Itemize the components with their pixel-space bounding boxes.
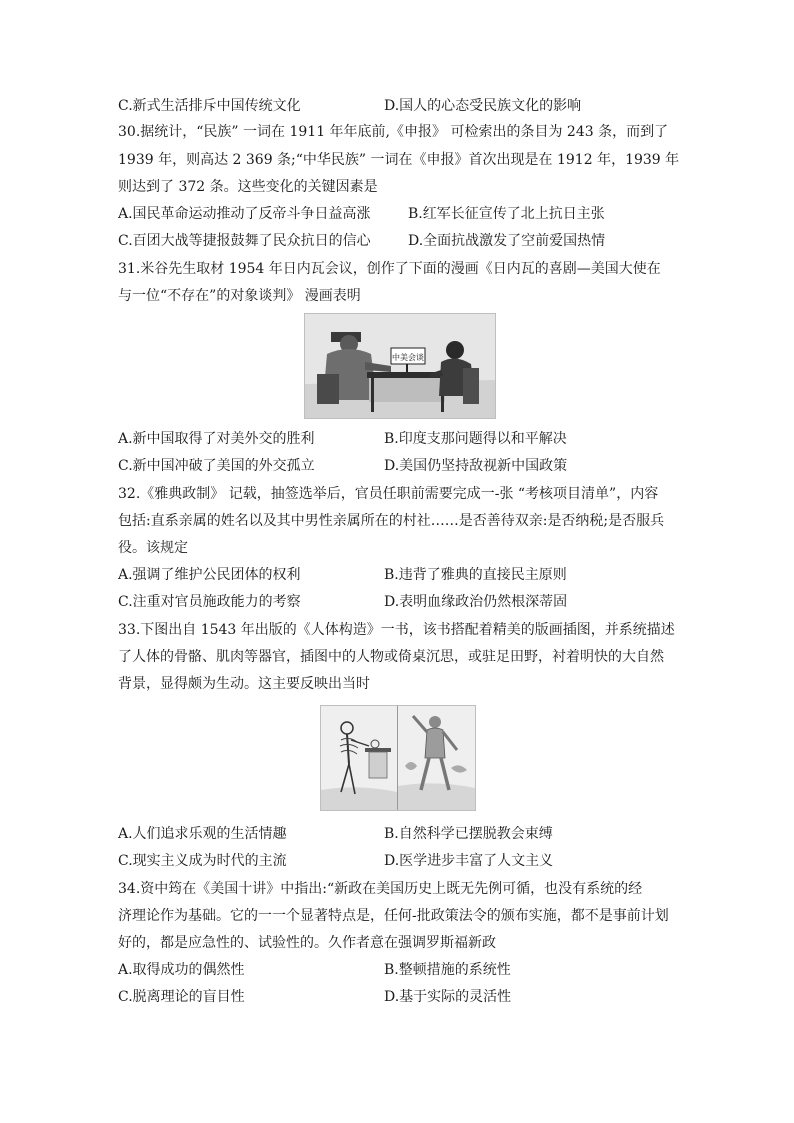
q30-option-a: A.国民革命运动推动了反帝斗争日益高涨 bbox=[118, 206, 371, 222]
q30-stem-line-1: 30.据统计，“民族” 一词在 1911 年年底前,《申报》 可检索出的条目为 243 条，而到了 bbox=[118, 124, 669, 140]
q33-option-c: C.现实主义成为时代的主流 bbox=[118, 853, 287, 869]
q32-stem-line-3: 役。该规定 bbox=[118, 540, 188, 556]
q32-option-b: B.违背了雅典的直接民主原则 bbox=[384, 567, 567, 583]
q34-option-a: A.取得成功的偶然性 bbox=[118, 962, 245, 978]
q34-option-c: C.脱离理论的盲目性 bbox=[118, 989, 245, 1005]
q31-option-b: B.印度支那问题得以和平解决 bbox=[384, 431, 567, 447]
q30-stem-line-2: 1939 年，则高达 2 369 条;“中华民族” 一词在《申报》首次出现是在 1912 年，1939 年 bbox=[118, 152, 680, 168]
q33-stem-line-3: 背景，显得颇为生动。这主要反映出当时 bbox=[118, 676, 370, 692]
q33-option-d: D.医学进步丰富了人文主义 bbox=[384, 853, 554, 869]
q31-option-d: D.美国仍坚持敌视新中国政策 bbox=[384, 458, 568, 474]
q34-stem-line-3: 好的，都是应急性的、试验性的。久作者意在强调罗斯福新政 bbox=[118, 935, 496, 951]
q29-option-d: D.国人的心态受民族文化的影响 bbox=[384, 98, 582, 114]
q32-stem-line-2: 包括:直系亲属的姓名以及其中男性亲属所在的村社……是否善待双亲:是否纳税;是否服兵 bbox=[118, 513, 665, 529]
q31-option-c: C.新中国冲破了美国的外交孤立 bbox=[118, 458, 315, 474]
q31-stem-line-2: 与一位“不存在”的对象谈判》 漫画表明 bbox=[118, 288, 361, 304]
q30-option-b: B.红军长征宣传了北上抗日主张 bbox=[408, 206, 605, 222]
q34-option-d: D.基于实际的灵活性 bbox=[384, 989, 512, 1005]
q33-stem-line-2: 了人体的骨骼、肌肉等器官，插图中的人物或倚桌沉思，或驻足田野，衬着明快的大自然 bbox=[118, 649, 664, 665]
q31-stem-line-1: 31.米谷先生取材 1954 年日内瓦会议，创作了下面的漫画《日内瓦的喜剧—美国大使在 bbox=[118, 261, 661, 277]
q33-option-a: A.人们追求乐观的生活情趣 bbox=[118, 826, 287, 842]
q30-option-d: D.全面抗战激发了空前爱国热情 bbox=[408, 233, 606, 249]
q33-stem-line-1: 33.下图出自 1543 年出版的《人体构造》一书，该书搭配着精美的版画插图，并系统描述 bbox=[118, 622, 675, 638]
q32-stem-line-1: 32.《雅典政制》 记载，抽签选举后，官员任职前需要完成一-张 “考核项目清单”，内容 bbox=[118, 486, 659, 502]
q32-option-d: D.表明血缘政治仍然根深蒂固 bbox=[384, 594, 568, 610]
q34-stem-line-1: 34.资中筠在《美国十讲》中指出:“新政在美国历史上既无先例可循，也没有系统的经 bbox=[118, 881, 643, 897]
q31-option-a: A.新中国取得了对美外交的胜利 bbox=[118, 431, 315, 447]
q33-anatomy-illustration bbox=[320, 705, 476, 811]
q31-cartoon-sign: 中美会谈 bbox=[392, 353, 424, 362]
q34-stem-line-2: 济理论作为基础。它的一一个显著特点是，任何-批政策法令的颁布实施，都不是事前计划 bbox=[118, 908, 669, 924]
q31-cartoon-image bbox=[304, 313, 496, 419]
q30-stem-line-3: 则达到了 372 条。这些变化的关键因素是 bbox=[118, 179, 378, 195]
q32-option-c: C.注重对官员施政能力的考察 bbox=[118, 594, 301, 610]
q34-option-b: B.整顿措施的系统性 bbox=[384, 962, 511, 978]
q32-option-a: A.强调了维护公民团体的权利 bbox=[118, 567, 301, 583]
q30-option-c: C.百团大战等捷报鼓舞了民众抗日的信心 bbox=[118, 233, 371, 249]
q33-option-b: B.自然科学已摆脱教会束缚 bbox=[384, 826, 553, 842]
q29-option-c: C.新式生活排斥中国传统文化 bbox=[118, 98, 301, 114]
